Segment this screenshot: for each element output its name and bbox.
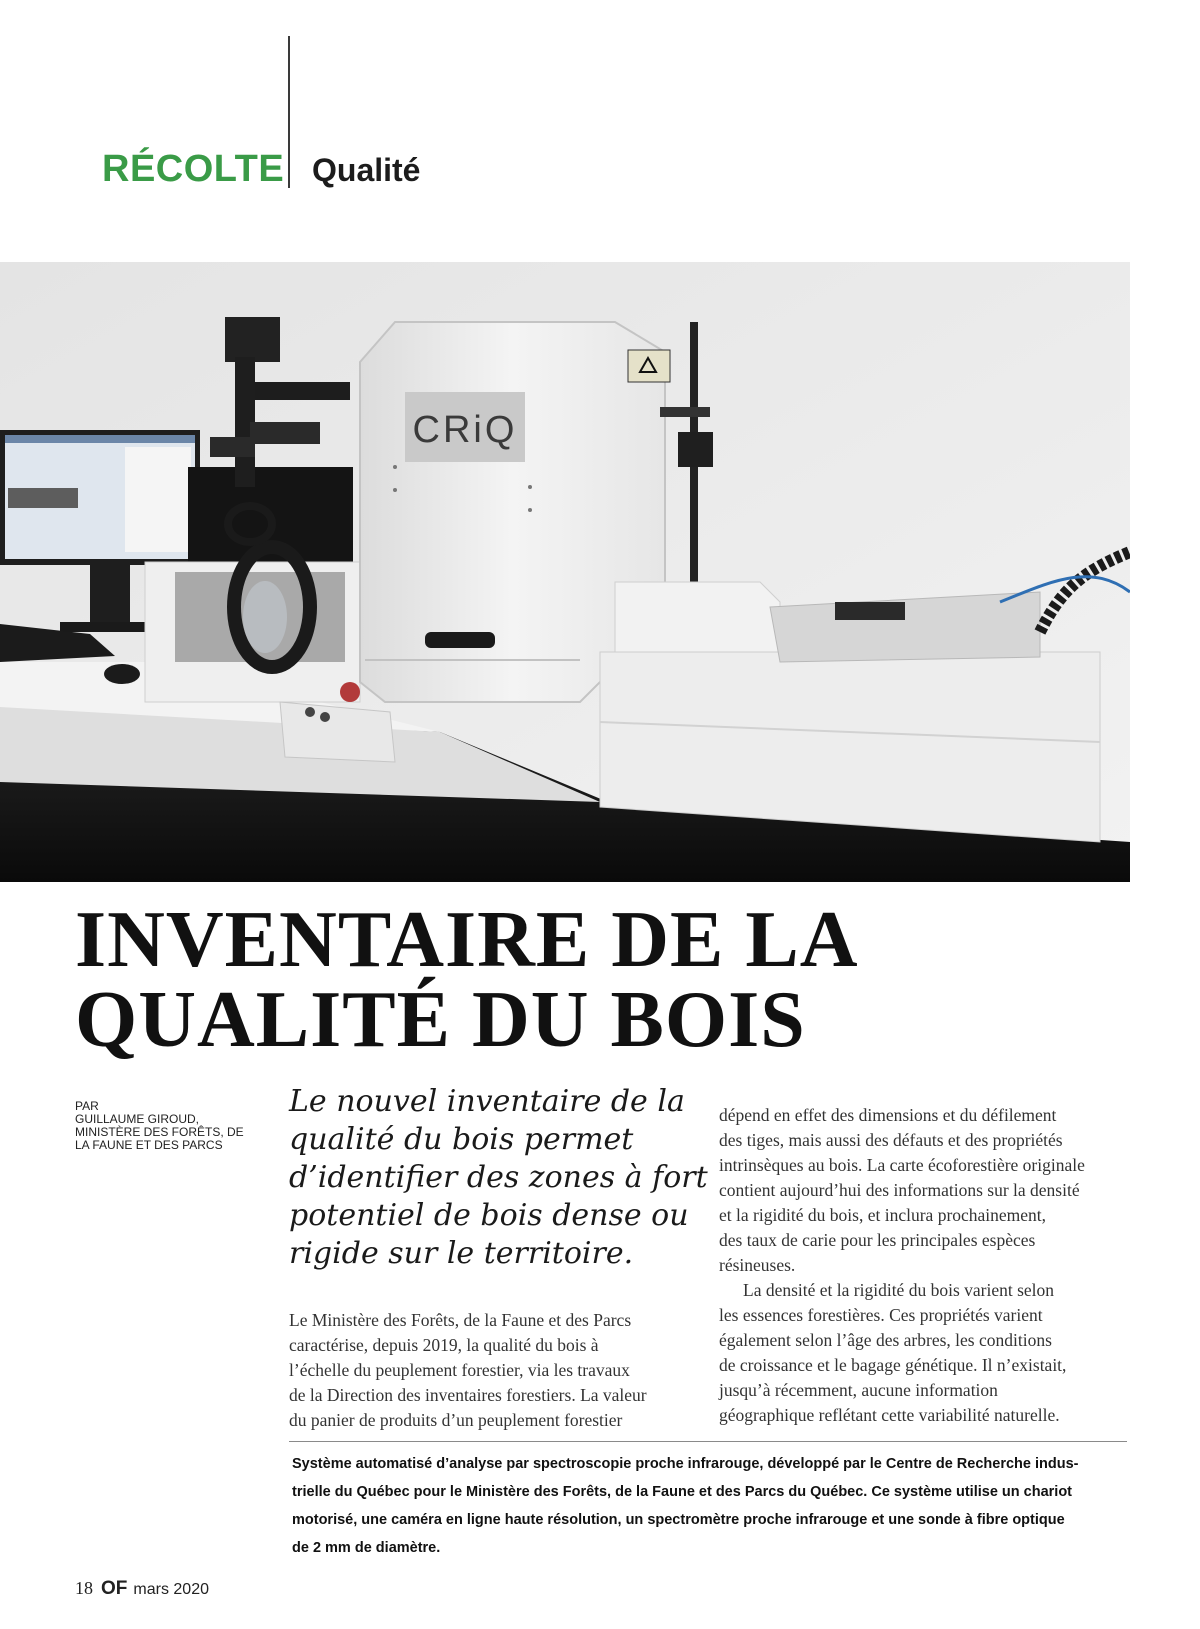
- lead-line: potentiel de bois dense ou: [289, 1198, 689, 1233]
- body-line: géographique reflétant cette variabilité naturelle.: [719, 1405, 1060, 1425]
- body-line: jusqu’à récemment, aucune information: [719, 1380, 998, 1400]
- caption-line: Système automatisé d’analyse par spectroscopie proche infrarouge, développé par le Centre de Recherche indus-: [292, 1456, 1079, 1472]
- body-line: caractérise, depuis 2019, la qualité du bois à: [289, 1335, 599, 1355]
- lead-line: qualité du bois permet: [289, 1122, 634, 1157]
- byline-line: MINISTÈRE DES FORÊTS, DE: [75, 1125, 244, 1139]
- body-line: l’échelle du peuplement forestier, via les travaux: [289, 1360, 630, 1380]
- article-lead: [289, 1083, 708, 1273]
- body-line: Le Ministère des Forêts, de la Faune et des Parcs: [289, 1310, 632, 1330]
- body-line: des tiges, mais aussi des défauts et des propriétés: [719, 1130, 1063, 1150]
- lead-line: d’identifier des zones à fort: [289, 1160, 708, 1195]
- caption-line: de 2 mm de diamètre.: [292, 1540, 441, 1556]
- caption-divider: [289, 1441, 1127, 1442]
- byline-line: GUILLAUME GIROUD,: [75, 1112, 200, 1126]
- body-line: des taux de carie pour les principales espèces: [719, 1230, 1036, 1250]
- body-line: du panier de produits d’un peuplement forestier: [289, 1410, 623, 1430]
- caption-line: motorisé, une caméra en ligne haute résolution, un spectromètre proche infrarouge et une sonde à fibre optique: [292, 1512, 1065, 1528]
- subsection-label: Qualité: [312, 152, 421, 188]
- body-line: et la rigidité du bois, et inclura prochainement,: [719, 1205, 1047, 1225]
- lab-equipment-photo: [0, 262, 1130, 882]
- body-column-1: [289, 1308, 679, 1433]
- magazine-name: OF: [101, 1578, 128, 1599]
- byline-line: PAR: [75, 1099, 99, 1113]
- headline-line-1: INVENTAIRE DE LA: [75, 896, 859, 984]
- page-number: 18: [75, 1578, 93, 1598]
- page-footer: [75, 1578, 209, 1600]
- caption-line: trielle du Québec pour le Ministère des Forêts, de la Faune et des Parcs du Québec. Ce système utilise un chariot: [292, 1484, 1073, 1500]
- body-line: dépend en effet des dimensions et du défilement: [719, 1105, 1057, 1125]
- body-line: de croissance et le bagage génétique. Il n’existait,: [719, 1355, 1067, 1375]
- body-line: également selon l’âge des arbres, les conditions: [719, 1330, 1052, 1350]
- body-line: La densité et la rigidité du bois varient selon: [743, 1280, 1055, 1300]
- lead-line: Le nouvel inventaire de la: [289, 1084, 685, 1119]
- body-line: les essences forestières. Ces propriétés varient: [719, 1305, 1043, 1325]
- byline-line: LA FAUNE ET DES PARCS: [75, 1138, 223, 1152]
- body-line: contient aujourd’hui des informations sur la densité: [719, 1180, 1080, 1200]
- section-label: RÉCOLTE: [102, 148, 285, 190]
- criq-logo: CRiQ: [412, 409, 518, 451]
- lead-line: rigide sur le territoire.: [289, 1236, 634, 1271]
- body-column-2: [719, 1103, 1129, 1428]
- body-line: résineuses.: [719, 1255, 796, 1275]
- headline-line-2: QUALITÉ DU BOIS: [75, 976, 806, 1064]
- body-line: de la Direction des inventaires forestiers. La valeur: [289, 1385, 647, 1405]
- header-divider: [288, 36, 290, 188]
- article-headline: [75, 896, 1135, 1064]
- issue-date: mars 2020: [133, 1581, 209, 1598]
- byline: [75, 1100, 275, 1152]
- body-line: intrinsèques au bois. La carte écoforestière originale: [719, 1155, 1085, 1175]
- photo-caption: [292, 1450, 1132, 1562]
